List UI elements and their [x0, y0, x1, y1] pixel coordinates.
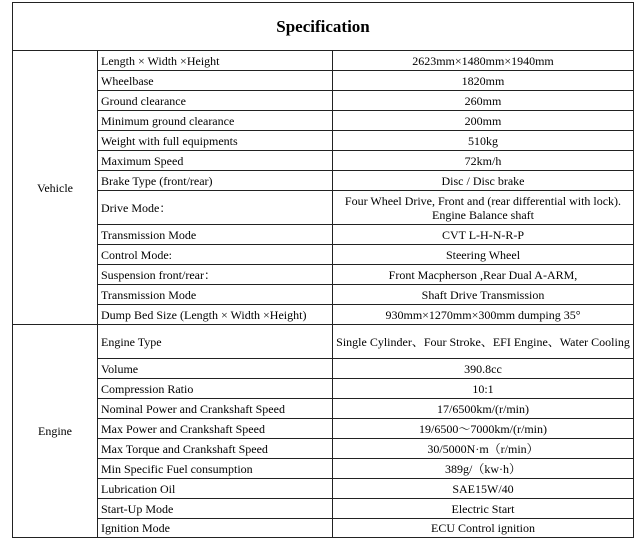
param-label: Maximum Speed [98, 151, 333, 171]
param-label: Engine Type [98, 325, 333, 359]
param-label: Compression Ratio [98, 379, 333, 399]
spec-sheet [12, 2, 633, 538]
param-value: 19/6500～7000km/(r/min) [333, 419, 634, 439]
param-label: Weight with full equipments [98, 131, 333, 151]
param-value: 1820mm [333, 71, 634, 91]
param-value: Electric Start [333, 499, 634, 519]
param-label: Ground clearance [98, 91, 333, 111]
param-value: 510kg [333, 131, 634, 151]
param-value: 2623mm×1480mm×1940mm [333, 51, 634, 71]
param-label: Dump Bed Size (Length × Width ×Height) [98, 305, 333, 325]
param-value: Disc / Disc brake [333, 171, 634, 191]
param-label: Transmission Mode [98, 225, 333, 245]
param-value: 10:1 [333, 379, 634, 399]
param-label: Start-Up Mode [98, 499, 333, 519]
param-value: Shaft Drive Transmission [333, 285, 634, 305]
param-label: Max Power and Crankshaft Speed [98, 419, 333, 439]
param-value: ECU Control ignition [333, 519, 634, 538]
param-label: Wheelbase [98, 71, 333, 91]
param-value: 200mm [333, 111, 634, 131]
param-label: Volume [98, 359, 333, 379]
table-title: Specification [13, 3, 634, 51]
param-label: Transmission Mode [98, 285, 333, 305]
param-value: 30/5000N·m（r/min） [333, 439, 634, 459]
spec-table [12, 2, 634, 538]
param-value: SAE15W/40 [333, 479, 634, 499]
param-value: Single Cylinder、Four Stroke、EFI Engine、Water Cooling [333, 325, 634, 359]
param-label: Drive Mode： [98, 191, 333, 225]
param-label: Max Torque and Crankshaft Speed [98, 439, 333, 459]
param-label: Lubrication Oil [98, 479, 333, 499]
group-label-vehicle: Vehicle [13, 51, 98, 325]
param-label: Minimum ground clearance [98, 111, 333, 131]
param-label: Suspension front/rear： [98, 265, 333, 285]
param-value: 260mm [333, 91, 634, 111]
param-value: 389g/（kw·h） [333, 459, 634, 479]
param-label: Brake Type (front/rear) [98, 171, 333, 191]
param-value: Four Wheel Drive, Front and (rear differential with lock). Engine Balance shaft [333, 191, 634, 225]
param-value: 390.8cc [333, 359, 634, 379]
param-label: Length × Width ×Height [98, 51, 333, 71]
param-label: Ignition Mode [98, 519, 333, 538]
param-value: Steering Wheel [333, 245, 634, 265]
param-value: 17/6500km/(r/min) [333, 399, 634, 419]
param-value: 72km/h [333, 151, 634, 171]
param-label: Control Mode: [98, 245, 333, 265]
param-value: CVT L-H-N-R-P [333, 225, 634, 245]
param-label: Nominal Power and Crankshaft Speed [98, 399, 333, 419]
param-value: 930mm×1270mm×300mm dumping 35° [333, 305, 634, 325]
param-value: Front Macpherson ,Rear Dual A-ARM, [333, 265, 634, 285]
group-label-engine: Engine [13, 325, 98, 538]
param-label: Min Specific Fuel consumption [98, 459, 333, 479]
